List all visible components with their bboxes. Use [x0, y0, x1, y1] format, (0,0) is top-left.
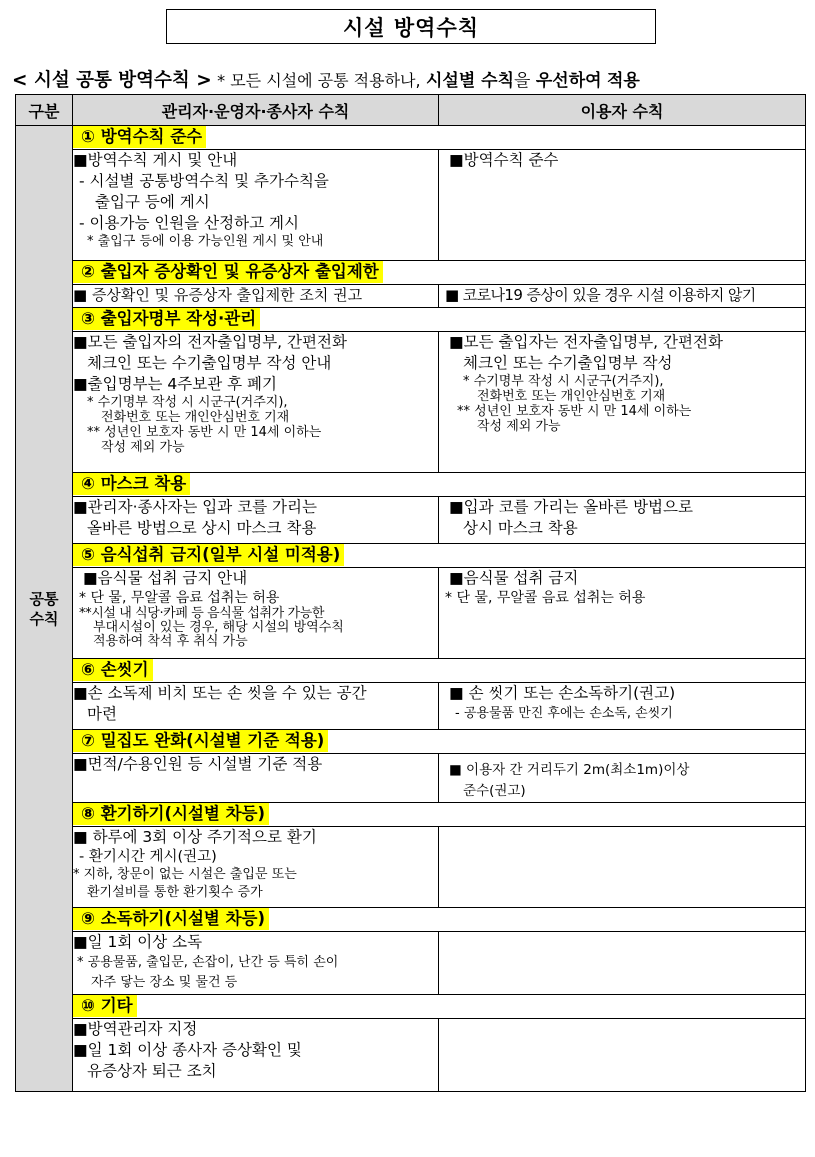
rule-line: 준수(권고)	[463, 783, 526, 799]
rule-note: 전화번호 또는 개인안심번호 기재	[477, 389, 666, 404]
section-title: < 시설 공통 방역수칙 >	[12, 70, 212, 91]
rule-line: 상시 마스크 착용	[463, 519, 578, 537]
rule-line: 출입구 등에 게시	[95, 193, 210, 211]
rule-line: ■면적/수용인원 등 시설별 기준 적용	[73, 755, 323, 773]
rule-line: - 시설별 공통방역수칙 및 추가수칙을	[79, 172, 329, 190]
rule-line: ■모든 출입자는 전자출입명부, 간편전화	[449, 333, 723, 351]
rule-note: * 수기명부 작성 시 시군구(거주지),	[463, 374, 664, 389]
section-header: ④ 마스크 착용	[73, 473, 190, 495]
category-line-2: 수칙	[29, 609, 59, 628]
note-suffix: 적용	[606, 71, 640, 91]
user-rule-cell	[439, 285, 806, 308]
section-header: ① 방역수칙 준수	[73, 126, 206, 148]
rule-line: 체크인 또는 수기출입명부 작성	[463, 354, 673, 372]
rule-line: ■방역수칙 게시 및 안내	[73, 151, 238, 169]
section-header: ⑧ 환기하기(시설별 차등)	[73, 803, 269, 825]
user-rule-cell	[439, 683, 806, 730]
rule-note: 적용하여 착석 후 취식 가능	[93, 634, 248, 649]
section-header: ⑩ 기타	[73, 995, 137, 1017]
section-header: ⑦ 밀집도 완화(시설별 기준 적용)	[73, 730, 328, 752]
user-rule-cell	[439, 150, 806, 261]
rule-note: * 지하, 창문이 없는 시설은 출입문 또는	[73, 867, 297, 882]
rule-line: ■모든 출입자의 전자출입명부, 간편전화	[73, 333, 347, 351]
rule-note: * 단 물, 무알콜 음료 섭취는 허용	[445, 590, 646, 606]
rule-line: ■음식물 섭취 금지	[449, 569, 579, 587]
category-line-1: 공통	[29, 589, 59, 608]
staff-rule-cell	[73, 827, 439, 908]
rule-line: ■ 하루에 3회 이상 주기적으로 환기	[73, 828, 317, 846]
note-bold-2: 우선하여	[535, 71, 602, 91]
section-header: ⑥ 손씻기	[73, 659, 153, 681]
rule-note: * 단 물, 무알콜 음료 섭취는 허용	[79, 590, 280, 606]
staff-rule-cell	[73, 332, 439, 473]
header-user: 이용자 수칙	[439, 95, 806, 126]
user-rule-cell-empty	[439, 932, 806, 995]
category-cell	[16, 126, 73, 1092]
rule-note: - 공용물품 만진 후에는 손소독, 손씻기	[455, 706, 673, 721]
section-header: ⑨ 소독하기(시설별 차등)	[73, 908, 269, 930]
rule-line: ■관리자·종사자는 입과 코를 가리는	[73, 498, 317, 516]
note-bold-1: 시설별 수칙	[426, 71, 515, 91]
user-rule-cell	[439, 754, 806, 803]
staff-rule-cell	[73, 285, 439, 308]
rule-note: 환기설비를 통한 환기횟수 증가	[87, 885, 263, 900]
user-rule-cell	[439, 497, 806, 544]
rule-line: 유증상자 퇴근 조치	[87, 1062, 217, 1080]
rule-line: 마련	[87, 705, 117, 723]
rule-line: ■방역수칙 준수	[449, 151, 559, 169]
rule-line: ■ 이용자 간 거리두기 2m(최소1m)이상	[449, 762, 690, 778]
rule-line: - 이용가능 인원을 산정하고 게시	[79, 214, 299, 232]
rule-line: ■ 코로나19 증상이 있을 경우 시설 이용하지 않기	[445, 286, 756, 304]
rule-line: ■ 손 씻기 또는 손소독하기(권고)	[449, 684, 676, 702]
staff-rule-cell	[73, 1019, 439, 1092]
section-header: ③ 출입자명부 작성·관리	[73, 308, 260, 330]
rule-line: 올바른 방법으로 상시 마스크 착용	[87, 519, 317, 537]
note-prefix: * 모든 시설에 공통 적용하나,	[217, 71, 421, 90]
header-staff: 관리자·운영자·종사자 수칙	[73, 95, 439, 126]
page-title: 시설 방역수칙	[166, 9, 656, 44]
rule-line: ■손 소독제 비치 또는 손 씻을 수 있는 공간	[73, 684, 367, 702]
user-rule-cell-empty	[439, 1019, 806, 1092]
rules-table	[15, 94, 806, 1092]
section-header: ⑤ 음식섭취 금지(일부 시설 미적용)	[73, 544, 344, 566]
rule-note: ** 성년인 보호자 동반 시 만 14세 이하는	[87, 425, 322, 440]
rule-line: ■입과 코를 가리는 올바른 방법으로	[449, 498, 693, 516]
rule-line: 체크인 또는 수기출입명부 작성 안내	[87, 354, 332, 372]
rule-note: **시설 내 식당·카페 등 음식물 섭취가 가능한	[79, 606, 325, 621]
rule-note: 부대시설이 있는 경우, 해당 시설의 방역수칙	[93, 620, 344, 635]
rule-line: ■출입명부는 4주보관 후 폐기	[73, 375, 277, 393]
rule-note: * 공용물품, 출입문, 손잡이, 난간 등 특히 손이	[77, 955, 339, 970]
rule-line: ■일 1회 이상 소독	[73, 933, 203, 951]
staff-rule-cell	[73, 683, 439, 730]
rule-note: 자주 닿는 장소 및 물건 등	[91, 975, 238, 990]
note-mid: 을	[514, 71, 531, 91]
user-rule-cell	[439, 332, 806, 473]
section-header: ② 출입자 증상확인 및 유증상자 출입제한	[73, 261, 383, 283]
user-rule-cell	[439, 568, 806, 659]
rule-line: ■일 1회 이상 종사자 증상확인 및	[73, 1041, 302, 1059]
user-rule-cell-empty	[439, 827, 806, 908]
subtitle	[12, 66, 812, 92]
rule-note: 작성 제외 가능	[477, 419, 561, 434]
rule-note: * 출입구 등에 이용 가능인원 게시 및 안내	[87, 234, 324, 249]
rule-note: ** 성년인 보호자 동반 시 만 14세 이하는	[457, 404, 692, 419]
rule-line: ■ 증상확인 및 유증상자 출입제한 조치 권고	[73, 286, 363, 304]
staff-rule-cell	[73, 754, 439, 803]
staff-rule-cell	[73, 568, 439, 659]
rule-note: * 수기명부 작성 시 시군구(거주지),	[87, 395, 288, 410]
rule-line: ■음식물 섭취 금지 안내	[83, 569, 248, 587]
rule-line: ■방역관리자 지정	[73, 1020, 198, 1038]
header-category: 구분	[16, 95, 73, 126]
staff-rule-cell	[73, 150, 439, 261]
staff-rule-cell	[73, 497, 439, 544]
rule-line: - 환기시간 게시(권고)	[79, 849, 217, 865]
rule-note: 전화번호 또는 개인안심번호 기재	[101, 410, 290, 425]
rule-note: 작성 제외 가능	[101, 440, 185, 455]
staff-rule-cell	[73, 932, 439, 995]
